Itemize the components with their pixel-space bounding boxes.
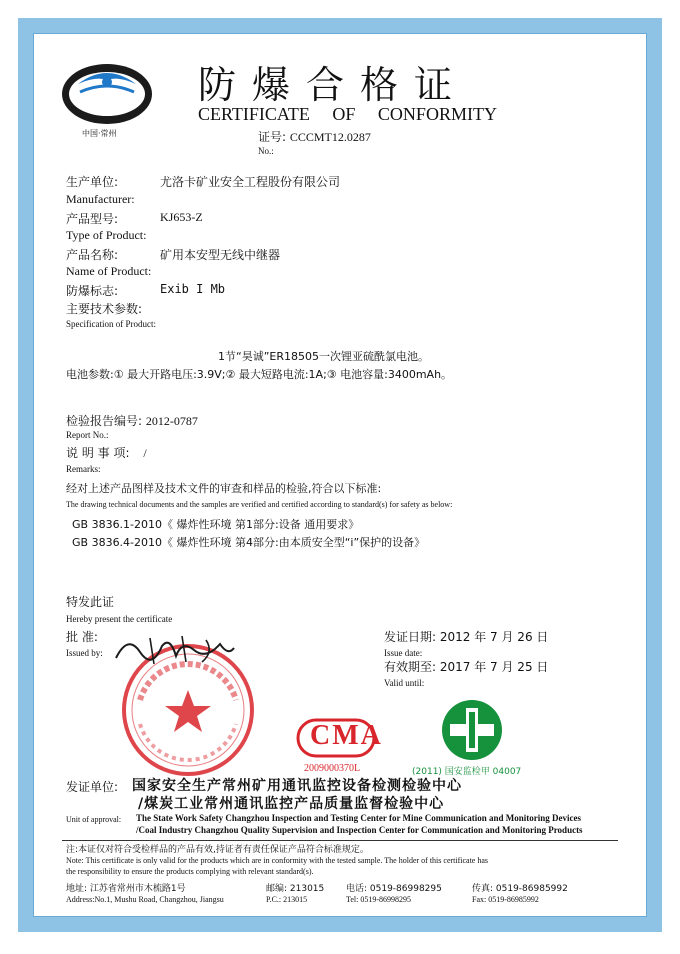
fax-zh: 传真: 0519-86985992 — [472, 884, 568, 894]
product-type-label-en: Type of Product: — [66, 228, 147, 242]
logo-text: CCCMT — [78, 96, 131, 111]
title-en: CERTIFICATE OF CONFORMITY — [198, 104, 497, 124]
issued-by-label-en: Issued by: — [66, 648, 103, 658]
issued-by-label: 批 准: — [66, 630, 98, 644]
fax-en: Fax: 0519-86985992 — [472, 895, 539, 904]
note-en-1: Note: This certificate is only valid for the products which are in conformity with the tested sample. The holder of this certificate has — [66, 856, 489, 865]
ex-marking-value: Exib I Mb — [160, 282, 226, 296]
cma-text: CMA — [310, 720, 383, 751]
valid-until-label: 有效期至: — [384, 660, 437, 674]
product-name-label-en: Name of Product: — [66, 264, 152, 278]
standard-item-2: GB 3836.4-2010《 爆炸性环境 第4部分:由本质安全型“i”保护的设备》 — [72, 536, 426, 549]
valid-until — [384, 658, 548, 675]
report-number — [66, 412, 198, 429]
remarks-value: / — [143, 446, 147, 460]
report-number-label: 检验报告编号: — [66, 414, 143, 428]
approval-zh-line-2: /煤炭工业常州通讯监控产品质量监督检验中心 — [138, 796, 445, 812]
remarks-label-en: Remarks: — [66, 464, 101, 474]
tel-zh: 电话: 0519-86998295 — [346, 884, 442, 894]
cert-number — [258, 128, 371, 145]
spec-line-1: 1节“昊诚”ER18505一次锂亚硫酰氯电池。 — [218, 350, 429, 363]
approval-label: 发证单位: — [66, 780, 119, 794]
valid-until-label-en: Valid until: — [384, 678, 425, 688]
tel-en: Tel: 0519-86998295 — [346, 895, 411, 904]
note-zh: 注:本证仅对符合受检样品的产品有效,持证者有责任保证产品符合标准规定。 — [66, 845, 369, 855]
manufacturer-value: 尤洛卡矿业安全工程股份有限公司 — [160, 175, 341, 189]
postcode-en: P.C.: 213015 — [266, 895, 308, 904]
safety-inspection-logo — [440, 698, 504, 762]
spec-label-en: Specification of Product: — [66, 319, 156, 329]
divider-line — [62, 840, 618, 841]
approval-en-line-2: /Coal Industry Changzhou Quality Supervision and Inspection Center for Communication and Monitoring Products — [136, 825, 583, 835]
standard-item-1: GB 3836.1-2010《 爆炸性环境 第1部分:设备 通用要求》 — [72, 518, 360, 531]
valid-until-value: 2017 年 7 月 25 日 — [439, 660, 549, 674]
product-name-value: 矿用本安型无线中继器 — [160, 248, 281, 262]
report-number-value: 2012-0787 — [145, 414, 198, 428]
safety-inspection-number: (2011) 国安监检甲 04007 — [412, 767, 522, 777]
cma-number: 2009000370L — [304, 763, 361, 774]
green-cross-icon — [440, 698, 504, 762]
product-name-label: 产品名称: — [66, 248, 119, 262]
cccmt-logo-graphic — [58, 58, 156, 130]
report-number-label-en: Report No.: — [66, 430, 109, 440]
product-type-value: KJ653-Z — [160, 210, 203, 224]
hereby-zh: 特发此证 — [66, 595, 115, 609]
issue-date-label-en: Issue date: — [384, 648, 423, 658]
remarks-label: 说 明 事 项: — [66, 446, 130, 460]
address-en: Address:No.1, Mushu Road, Changzhou, Jiangsu — [66, 895, 224, 904]
hereby-en: Hereby present the certificate — [66, 614, 173, 624]
issue-date-label: 发证日期: — [384, 630, 437, 644]
product-type-label: 产品型号: — [66, 212, 119, 226]
cert-number-value: CCCMT12.0287 — [289, 130, 371, 144]
approval-zh-line-1: 国家安全生产常州矿用通讯监控设备检测检验中心 — [132, 778, 462, 794]
issue-date-value: 2012 年 7 月 26 日 — [439, 630, 549, 644]
remarks — [66, 444, 147, 461]
note-en-2: the responsibility to ensure the products complying with relevant standard(s). — [66, 867, 314, 876]
logo-subtitle: 中国·常州 — [82, 129, 117, 138]
address-zh: 地址: 江苏省常州市木梳路1号 — [66, 884, 186, 894]
signature-graphic — [110, 628, 238, 670]
standards-intro-en: The drawing technical documents and the samples are verified and certified according to standard(s) for safety as below: — [66, 500, 453, 509]
postcode-zh: 邮编: 213015 — [266, 884, 325, 894]
approval-en-line-1: The State Work Safety Changzhou Inspection and Testing Center for Mine Communication and Monitoring Devices — [136, 813, 582, 823]
cert-number-label-en: No.: — [258, 146, 274, 156]
standards-intro-zh: 经对上述产品图样及技术文件的审查和样品的检验,符合以下标准: — [66, 482, 382, 495]
cert-number-label: 证号: — [258, 130, 287, 144]
issue-date — [384, 628, 548, 645]
title-zh: 防爆合格证 — [198, 63, 469, 107]
spec-label: 主要技术参数: — [66, 302, 143, 316]
cccmt-logo — [58, 58, 156, 130]
manufacturer-label-en: Manufacturer: — [66, 192, 135, 206]
signature — [110, 628, 238, 670]
manufacturer-label: 生产单位: — [66, 175, 119, 189]
approval-label-en: Unit of approval: — [66, 815, 122, 824]
spec-line-2: 电池参数:① 最大开路电压:3.9V;② 最大短路电流:1A;③ 电池容量:3400mAh。 — [66, 368, 453, 381]
ex-marking-label: 防爆标志: — [66, 284, 119, 298]
